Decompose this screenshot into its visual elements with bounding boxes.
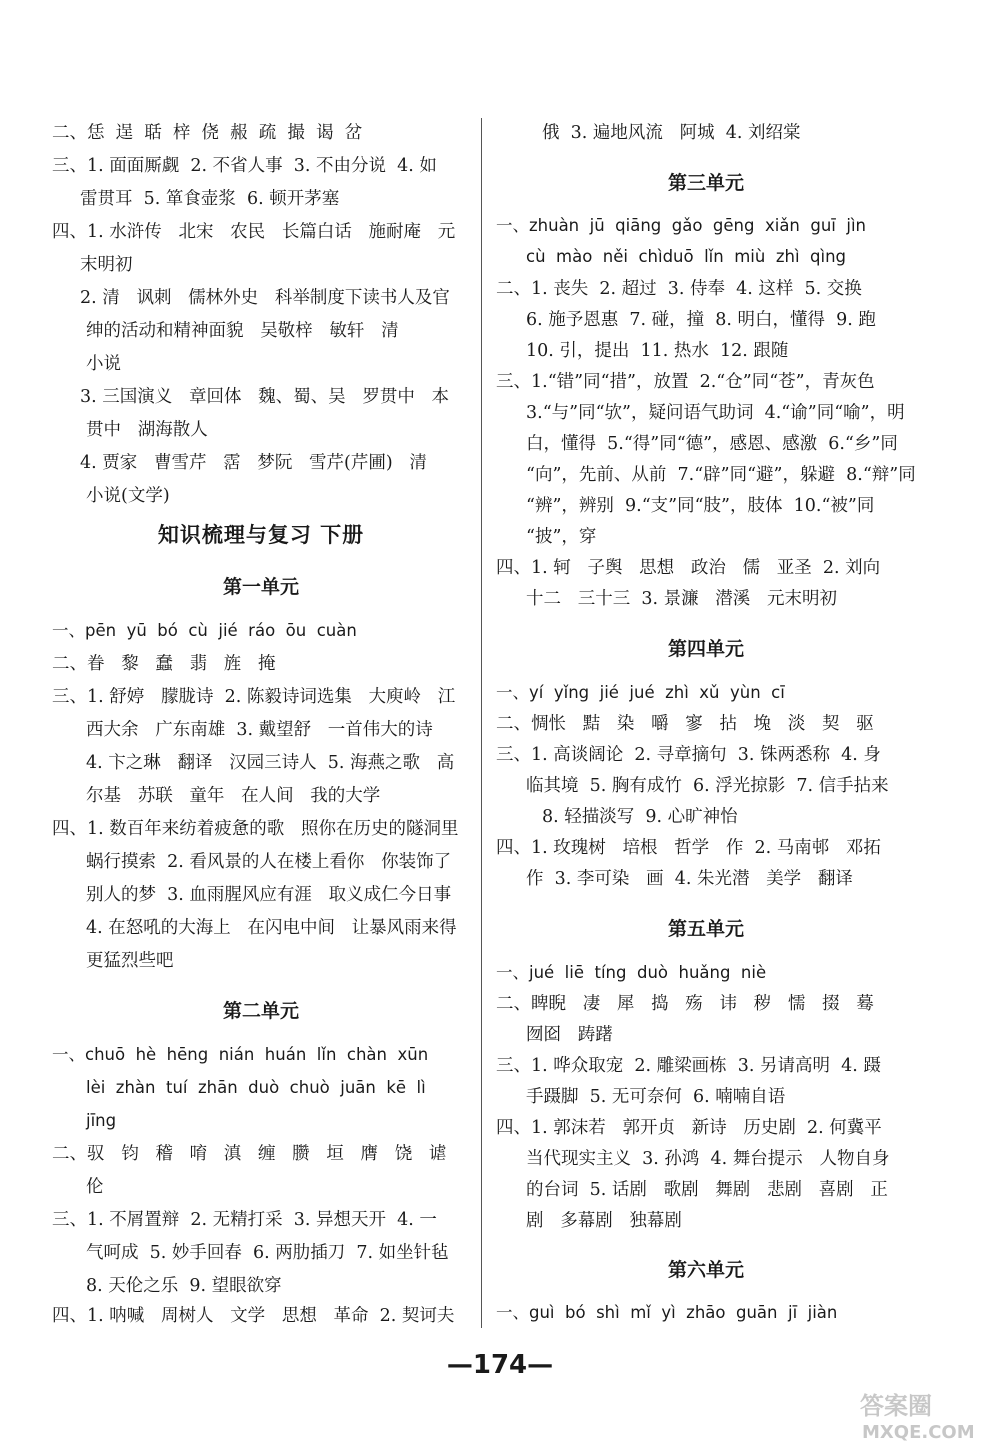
answer-line: cù mào něi chìduō lǐn miù zhì qìng xyxy=(526,247,847,266)
answer-line: “向”，先前、从前 7.“辟”同“避”，躲避 8.“辩”同 xyxy=(526,465,916,485)
answer-line: 6. 施予恩惠 7. 碰，撞 8. 明白，懂得 9. 跑 xyxy=(526,310,876,330)
answer-line: 别人的梦 3. 血雨腥风应有涯 取义成仁今日事 xyxy=(86,885,452,905)
answer-line: 4. 在怒吼的大海上 在闪电中间 让暴风雨来得 xyxy=(86,918,457,938)
answer-line: 一、guì bó shì mǐ yì zhāo guān jī jiàn xyxy=(496,1303,838,1322)
answer-line: 二、1. 丧失 2. 超过 3. 侍奉 4. 这样 5. 交换 xyxy=(496,279,862,299)
answer-line: 末明初 xyxy=(80,255,133,275)
column-divider xyxy=(481,118,482,1328)
unit-title: 第五单元 xyxy=(667,918,744,940)
answer-line: 雷贯耳 5. 箪食壶浆 6. 顿开茅塞 xyxy=(80,189,340,209)
answer-line: 三、1. 舒婷 朦胧诗 2. 陈毅诗词选集 大庾岭 江 xyxy=(52,687,456,707)
answer-line: 作 3. 李可染 画 4. 朱光潜 美学 翻译 xyxy=(526,869,853,889)
answer-line: “辨”，辨别 9.“支”同“肢”，肢体 10.“被”同 xyxy=(526,496,875,516)
section-heading: 知识梳理与复习 下册 xyxy=(157,523,365,547)
page-number: —174— xyxy=(446,1350,554,1380)
answer-line: 更猛烈些吧 xyxy=(86,951,174,971)
unit-title: 第四单元 xyxy=(667,638,744,660)
answer-line: 白，懂得 5.“得”同“德”，感恩、感激 6.“乡”同 xyxy=(526,434,898,454)
answer-line: 贯中 湖海散人 xyxy=(86,420,208,440)
answer-line: 临其境 5. 胸有成竹 6. 浮光掠影 7. 信手拈来 xyxy=(526,776,889,796)
answer-line: 一、yí yǐng jié jué zhì xǔ yùn cī xyxy=(496,683,785,702)
answer-line: 4. 卞之琳 翻译 汉园三诗人 5. 海燕之歌 高 xyxy=(86,753,455,773)
answer-line: 绅的活动和精神面貌 吴敬梓 敏轩 清 xyxy=(86,321,399,341)
answer-line: 三、1. 不屑置辩 2. 无精打采 3. 异想天开 4. 一 xyxy=(52,1210,437,1230)
answer-line: 四、1. 呐喊 周树人 文学 思想 革命 2. 契诃夫 xyxy=(52,1306,455,1326)
answer-line: 小说(文学) xyxy=(86,486,170,506)
watermark-text: 答案圈 xyxy=(860,1392,932,1420)
answer-line: 俄 3. 遍地风流 阿城 4. 刘绍棠 xyxy=(542,123,801,143)
answer-line: 四、1. 玫瑰树 培根 哲学 作 2. 马南邨 邓拓 xyxy=(496,838,881,858)
answer-line: 囫囵 踌躇 xyxy=(526,1025,613,1045)
answer-line: 三、1. 面面厮觑 2. 不省人事 3. 不由分说 4. 如 xyxy=(52,156,437,176)
answer-line: 十二 三十三 3. 景濂 潜溪 元末明初 xyxy=(526,589,837,609)
answer-line: 手蹑脚 5. 无可奈何 6. 喃喃自语 xyxy=(526,1087,786,1107)
answer-line: 二、驭 钧 稽 唷 滇 缠 臜 垣 膺 饶 谑 xyxy=(52,1144,447,1164)
answer-line: 三、1. 哗众取宠 2. 雕梁画栋 3. 另请高明 4. 蹑 xyxy=(496,1056,881,1076)
answer-line: 8. 轻描淡写 9. 心旷神怡 xyxy=(542,807,738,827)
answer-line: 尔基 苏联 童年 在人间 我的大学 xyxy=(86,786,381,806)
answer-line: 四、1. 郭沫若 郭开贞 新诗 历史剧 2. 何冀平 xyxy=(496,1118,882,1138)
answer-line: 的台词 5. 话剧 歌剧 舞剧 悲剧 喜剧 正 xyxy=(526,1180,888,1200)
answer-line: 一、pēn yū bó cù jié ráo ōu cuàn xyxy=(52,621,357,640)
unit-title: 第三单元 xyxy=(667,172,744,194)
answer-line: 当代现实主义 3. 孙鸿 4. 舞台提示 人物自身 xyxy=(526,1149,890,1169)
answer-line: 4. 贾家 曹雪芹 霑 梦阮 雪芹(芹圃) 清 xyxy=(80,453,427,473)
answer-line: 10. 引，提出 11. 热水 12. 跟随 xyxy=(526,341,789,361)
answer-line: 蜗行摸索 2. 看风景的人在楼上看你 你装饰了 xyxy=(86,852,452,872)
unit-title: 第一单元 xyxy=(222,576,299,598)
answer-line: 气呵成 5. 妙手回春 6. 两肋插刀 7. 如坐针毡 xyxy=(86,1243,449,1263)
answer-line: 3. 三国演义 章回体 魏、蜀、吴 罗贯中 本 xyxy=(80,387,450,407)
answer-line: 2. 清 讽刺 儒林外史 科举制度下读书人及官 xyxy=(80,288,450,308)
answer-line: 一、chuō hè hēng nián huán lǐn chàn xūn xyxy=(52,1045,429,1064)
answer-line: 剧 多幕剧 独幕剧 xyxy=(526,1211,682,1231)
answer-line: lèi zhàn tuí zhān duò chuò juān kē lì xyxy=(86,1078,426,1097)
answer-line: 一、zhuàn jū qiāng gǎo gēng xiǎn guī jìn xyxy=(496,216,867,235)
answer-line: 四、1. 轲 子舆 思想 政治 儒 亚圣 2. 刘向 xyxy=(496,558,881,578)
answer-line: 一、jué liē tíng duò huǎng niè xyxy=(496,963,767,982)
watermark-logo xyxy=(856,1386,986,1446)
answer-line: 伦 xyxy=(86,1177,104,1197)
answer-line: 8. 天伦之乐 9. 望眼欲穿 xyxy=(86,1276,282,1296)
answer-line: 二、眷 黎 蠢 翡 旌 掩 xyxy=(52,654,276,674)
answer-line: 四、1. 数百年来纺着疲惫的歌 照你在历史的隧洞里 xyxy=(52,819,459,839)
answer-line: 3.“与”同“欤”，疑问语气助词 4.“谕”同“喻”，明 xyxy=(526,403,905,423)
answer-line: 三、1. 高谈阔论 2. 寻章摘句 3. 铢两悉称 4. 身 xyxy=(496,745,881,765)
answer-line: 二、恁 逞 聒 梓 侥 赧 疏 撮 谒 岔 xyxy=(52,123,363,143)
answer-line: 西大余 广东南雄 3. 戴望舒 一首伟大的诗 xyxy=(86,720,433,740)
answer-line: “披”，穿 xyxy=(526,527,597,547)
answer-line: 小说 xyxy=(86,354,121,374)
unit-title: 第六单元 xyxy=(667,1259,744,1281)
answer-line: 二、惆怅 黠 染 嚼 寥 拈 堍 淡 契 驱 xyxy=(496,714,874,734)
answer-line: 四、1. 水浒传 北宋 农民 长篇白话 施耐庵 元 xyxy=(52,222,456,242)
answer-line: 二、睥睨 凄 犀 捣 殇 讳 秽 懦 掇 蓦 xyxy=(496,994,874,1014)
answer-line: 三、1.“错”同“措”，放置 2.“仓”同“苍”，青灰色 xyxy=(496,372,875,392)
unit-title: 第二单元 xyxy=(222,1000,299,1022)
watermark-url: MXQE.COM xyxy=(862,1422,975,1443)
answer-line: jīng xyxy=(86,1111,117,1130)
